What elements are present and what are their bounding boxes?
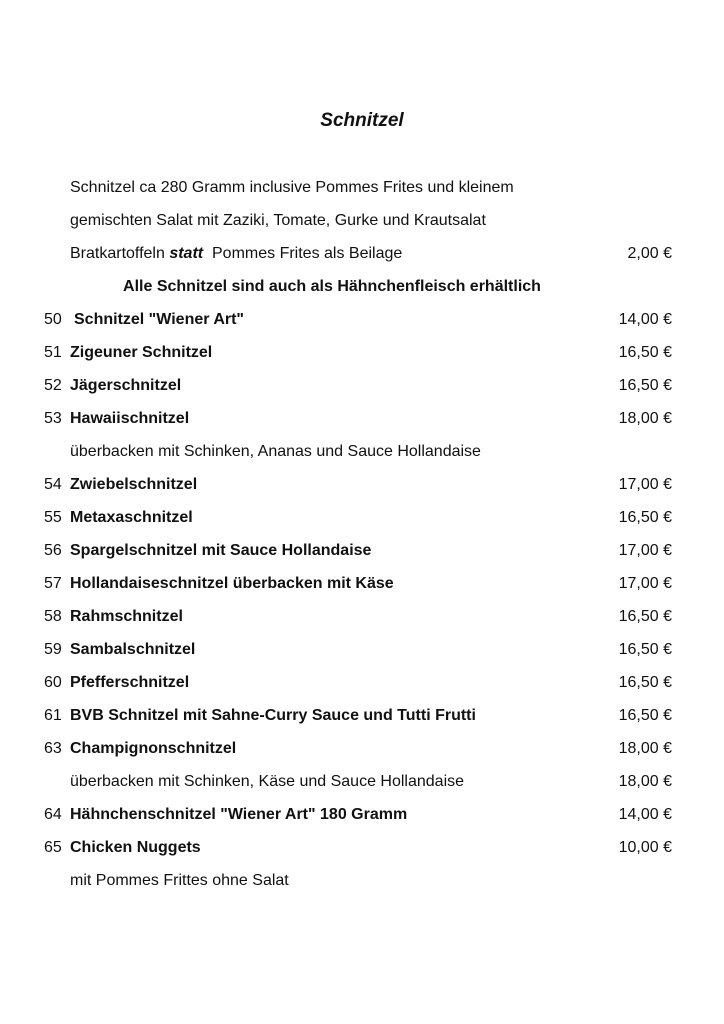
- item-number: 60: [44, 674, 62, 691]
- item-price: 16,50 €: [618, 707, 672, 724]
- item-price: 16,50 €: [618, 674, 672, 691]
- item-price: 10,00 €: [618, 839, 672, 856]
- intro-price: 2,00 €: [627, 245, 672, 262]
- item-number: 55: [44, 509, 62, 526]
- item-name: Zigeuner Schnitzel: [70, 344, 213, 361]
- notice-line: [0, 270, 724, 303]
- menu-item: [0, 336, 724, 369]
- item-price: 16,50 €: [618, 377, 672, 394]
- item-name: Rahmschnitzel: [70, 608, 183, 625]
- item-name: Zwiebelschnitzel: [70, 476, 198, 493]
- item-description-line: [0, 765, 724, 798]
- intro-line-3: [0, 237, 724, 270]
- intro-side-dish-alt: Pommes Frites als Beilage: [212, 245, 403, 262]
- item-description: überbacken mit Schinken, Käse und Sauce Hollandaise: [70, 773, 465, 790]
- item-price: 17,00 €: [618, 542, 672, 559]
- item-number: 56: [44, 542, 62, 559]
- intro-line-2: [0, 204, 724, 237]
- intro-text-2: gemischten Salat mit Zaziki, Tomate, Gurke und Krautsalat: [70, 212, 486, 229]
- item-description-line: [0, 864, 724, 897]
- item-description: mit Pommes Frittes ohne Salat: [70, 872, 289, 889]
- item-price: 18,00 €: [618, 410, 672, 427]
- menu-item: [0, 699, 724, 732]
- menu-item: [0, 633, 724, 666]
- item-name: Chicken Nuggets: [70, 839, 201, 856]
- intro-text-1: Schnitzel ca 280 Gramm inclusive Pommes Frites und kleinem: [70, 179, 514, 196]
- item-number: 63: [44, 740, 62, 757]
- item-name: Schnitzel "Wiener Art": [74, 311, 245, 328]
- menu-item: [0, 666, 724, 699]
- item-price: 16,50 €: [618, 608, 672, 625]
- menu-item: [0, 831, 724, 864]
- item-price: 18,00 €: [618, 773, 672, 790]
- item-name: Jägerschnitzel: [70, 377, 182, 394]
- item-price: 16,50 €: [618, 344, 672, 361]
- item-name: Hähnchenschnitzel "Wiener Art" 180 Gramm: [70, 806, 408, 823]
- item-number: 65: [44, 839, 62, 856]
- item-name: Spargelschnitzel mit Sauce Hollandaise: [70, 542, 372, 559]
- item-number: 64: [44, 806, 62, 823]
- item-number: 51: [44, 344, 62, 361]
- menu-item: [0, 732, 724, 765]
- item-name: Hollandaiseschnitzel überbacken mit Käse: [70, 575, 394, 592]
- item-price: 16,50 €: [618, 509, 672, 526]
- item-name: Metaxaschnitzel: [70, 509, 193, 526]
- item-number: 58: [44, 608, 62, 625]
- item-price: 17,00 €: [618, 476, 672, 493]
- intro-statt: statt: [169, 245, 204, 262]
- item-number: 54: [44, 476, 62, 493]
- menu-item: [0, 600, 724, 633]
- item-name: Champignonschnitzel: [70, 740, 237, 757]
- menu-item: [0, 402, 724, 435]
- chicken-notice: Alle Schnitzel sind auch als Hähnchenfleisch erhältlich: [123, 278, 541, 295]
- page-title: Schnitzel: [320, 110, 404, 131]
- item-number: 59: [44, 641, 62, 658]
- item-name: Hawaiischnitzel: [70, 410, 190, 427]
- item-price: 18,00 €: [618, 740, 672, 757]
- item-name: Sambalschnitzel: [70, 641, 196, 658]
- menu-item: [0, 501, 724, 534]
- item-price: 17,00 €: [618, 575, 672, 592]
- item-number: 61: [44, 707, 62, 724]
- item-number: 50: [44, 311, 62, 328]
- item-number: 52: [44, 377, 62, 394]
- menu-item: [0, 303, 724, 336]
- menu-item: [0, 369, 724, 402]
- item-price: 14,00 €: [618, 311, 672, 328]
- item-number: 53: [44, 410, 62, 427]
- item-price: 16,50 €: [618, 641, 672, 658]
- menu-item: [0, 468, 724, 501]
- item-description-line: [0, 435, 724, 468]
- item-name: Pfefferschnitzel: [70, 674, 190, 691]
- intro-line-1: [0, 171, 724, 204]
- menu-item: [0, 534, 724, 567]
- intro-side-dish: Bratkartoffeln: [70, 245, 165, 262]
- menu-item: [0, 798, 724, 831]
- item-description: überbacken mit Schinken, Ananas und Sauce Hollandaise: [70, 443, 481, 460]
- item-name: BVB Schnitzel mit Sahne-Curry Sauce und Tutti Frutti: [70, 707, 476, 724]
- item-price: 14,00 €: [618, 806, 672, 823]
- intro-text-3: [70, 237, 402, 270]
- item-number: 57: [44, 575, 62, 592]
- menu-item: [0, 567, 724, 600]
